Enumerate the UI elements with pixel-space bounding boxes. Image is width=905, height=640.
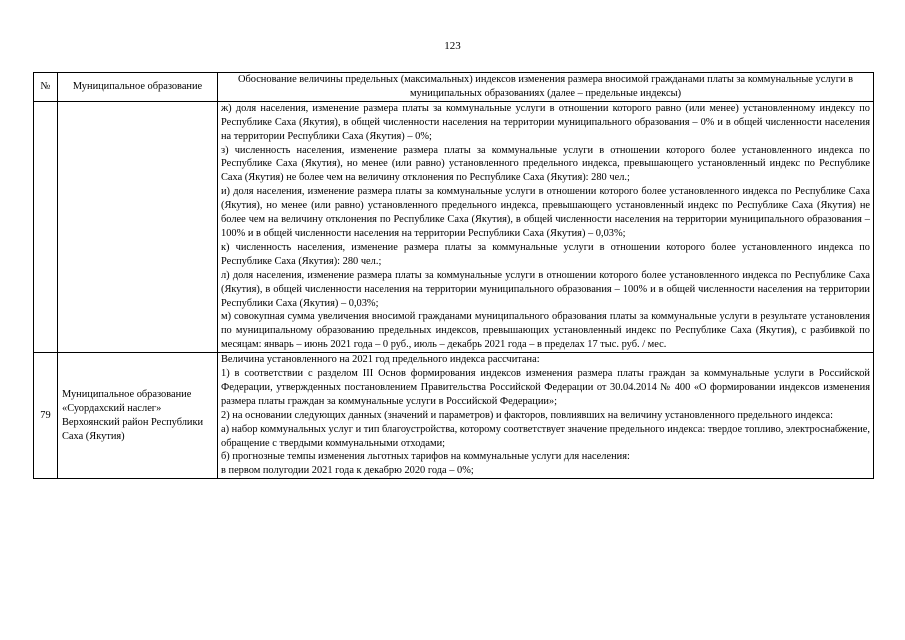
paragraph: м) совокупная сумма увеличения вносимой гражданами муниципального образования платы за коммунальные услуги в результате установления по муниципальному образованию предельных индексов, превышающих установленный индекс по Республике Саха (Якутия), с разбивкой по месяцам: январь – июнь 2021 года – 0 руб., июль – декабрь 2021 года – в пределах 17 тыс. руб. / мес. bbox=[221, 311, 870, 351]
row-justification bbox=[218, 101, 874, 352]
paragraph: и) доля населения, изменение размера платы за коммунальные услуги в отношении которого более установленного индекса по Республике Саха (Якутия), но менее (или равно) установленного предельного индекса, превышающего установленный индекс по Республике Саха (Якутия) не более чем на величину отклонения по Республике Саха (Якутия), в общей численности населения на территории муниципального образования – 100% и в общей численности населения на территории Республики Саха (Якутия) – 0,03%; bbox=[221, 186, 870, 239]
row-municipality bbox=[58, 101, 218, 352]
header-justification: Обоснование величины предельных (максимальных) индексов изменения размера вносимой гражданами платы за коммунальные услуги в муниципальных образованиях (далее – предельные индексы) bbox=[218, 73, 874, 102]
header-municipality: Муниципальное образование bbox=[58, 73, 218, 102]
row-number bbox=[34, 101, 58, 352]
paragraph: к) численность населения, изменение размера платы за коммунальные услуги в отношении которого более установленного индекса по Республике Саха (Якутия): 280 чел.; bbox=[221, 241, 870, 267]
paragraph: 2) на основании следующих данных (значений и параметров) и факторов, повлиявших на величину установленного предельного индекса: bbox=[221, 409, 834, 421]
paragraph: б) прогнозные темпы изменения льготных тарифов на коммунальные услуги для населения: bbox=[221, 451, 630, 463]
header-number: № bbox=[34, 73, 58, 102]
table-header-row bbox=[34, 73, 874, 102]
paragraph: ж) доля населения, изменение размера платы за коммунальные услуги в отношении которого равно (или менее) установленному индексу по Республике Саха (Якутия), в общей численности населения на территории муниципального образования – 0% и в общей численности населения на территории Республики Саха (Якутия) – 0%; bbox=[221, 102, 870, 142]
paragraph: а) набор коммунальных услуг и тип благоустройства, которому соответствует значение предельного индекса: твердое топливо, электроснабжение, обращение с твердыми коммунальными отходами; bbox=[221, 423, 870, 449]
paragraph: в первом полугодии 2021 года к декабрю 2020 года – 0%; bbox=[221, 465, 474, 477]
paragraph: з) численность населения, изменение размера платы за коммунальные услуги в отношении которого более установленного индекса по Республике Саха (Якутия), но менее (или равно) установленного предельного индекса, превышающего установленный индекс по Республике Саха (Якутия) не более чем на величину отклонения по Республике Саха (Якутия): 280 чел.; bbox=[221, 144, 870, 184]
paragraph: 1) в соответствии с разделом III Основ формирования индексов изменения размера платы граждан за коммунальные услуги в Российской Федерации, утвержденных постановлением Правительства Российской Федерации от 30.04.2014 № 400 «О формировании индексов изменения размера платы граждан за коммунальные услуги в Российской Федерации»; bbox=[221, 368, 870, 407]
table-row bbox=[34, 353, 874, 479]
row-justification bbox=[218, 353, 874, 479]
row-number: 79 bbox=[34, 353, 58, 479]
paragraph: л) доля населения, изменение размера платы за коммунальные услуги в отношении которого более установленного индекса по Республике Саха (Якутия), в общей численности населения на территории муниципального образования – 100% и в общей численности населения на территории Республики Саха (Якутия) – 0,03%; bbox=[221, 269, 870, 309]
page-number: 123 bbox=[444, 40, 461, 52]
row-municipality: Муниципальное образование «Суордахский наслег» Верхоянский район Республики Саха (Якутия) bbox=[58, 353, 218, 479]
justification-table bbox=[33, 72, 874, 479]
table-row bbox=[34, 101, 874, 352]
paragraph: Величина установленного на 2021 год предельного индекса рассчитана: bbox=[221, 354, 540, 366]
